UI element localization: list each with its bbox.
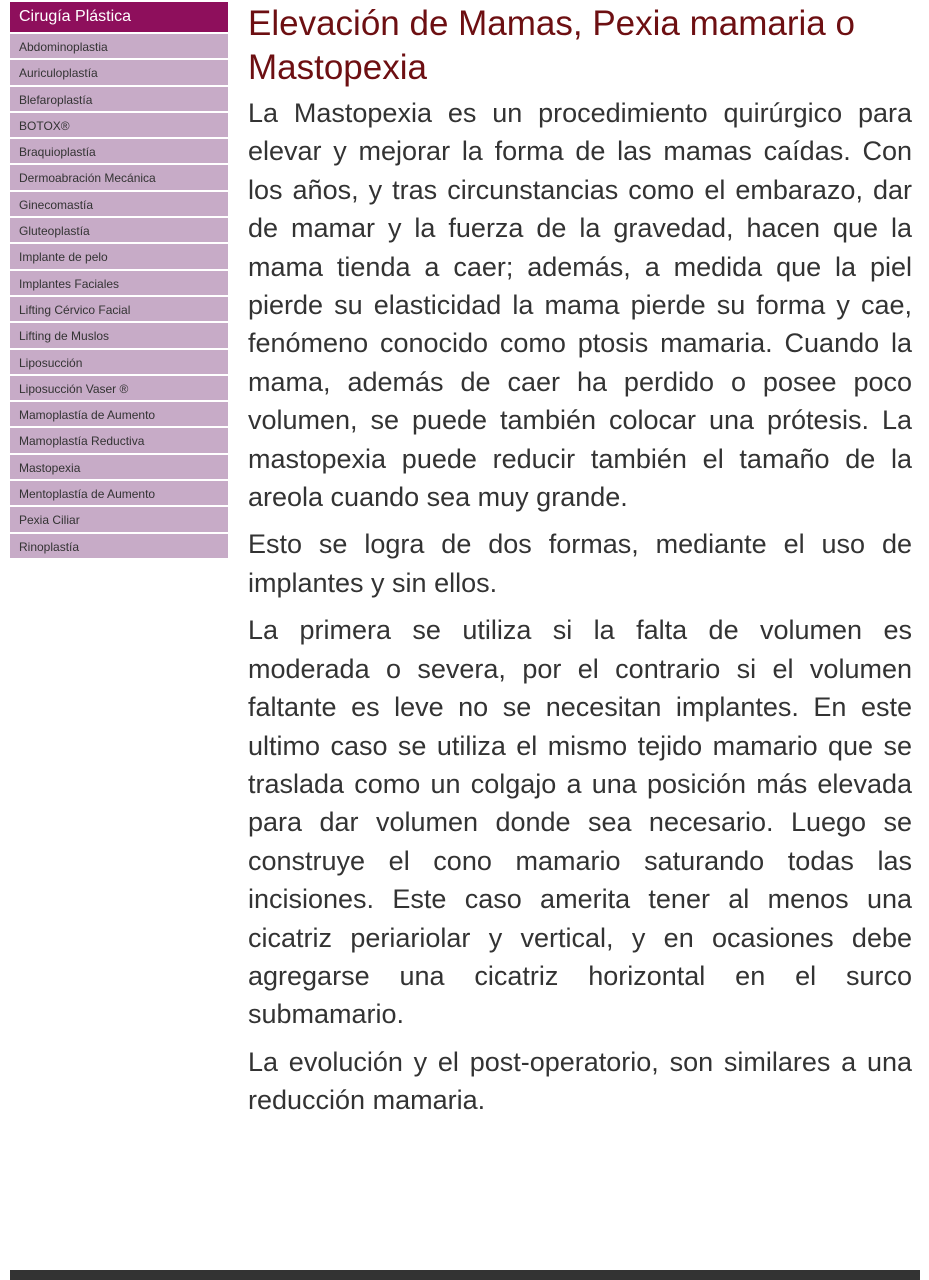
page-title: Elevación de Mamas, Pexia mamaria o Mastopexia (248, 4, 855, 87)
sidebar-item-lifting-de-muslos[interactable]: Lifting de Muslos (10, 321, 228, 347)
sidebar-menu (10, 32, 228, 558)
sidebar-item-lifting-cervico-facial[interactable]: Lifting Cérvico Facial (10, 295, 228, 321)
sidebar-item-rinoplastia[interactable]: Rinoplastía (10, 532, 228, 558)
sidebar-item-pexia-ciliar[interactable]: Pexia Ciliar (10, 505, 228, 531)
sidebar-item-botox[interactable]: BOTOX® (10, 111, 228, 137)
sidebar-item-liposuccion[interactable]: Liposucción (10, 348, 228, 374)
article-content (248, 2, 912, 1129)
sidebar-item-implantes-faciales[interactable]: Implantes Faciales (10, 269, 228, 295)
article-paragraph-3: La primera se utiliza si la falta de volumen es moderada o severa, por el contrario si el volumen faltante es leve no se necesitan implantes. En este ultimo caso se utiliza el mismo tejido mamario que se traslada como un colgajo a una posición más elevada para dar volumen donde sea necesario. Luego se construye el cono mamario saturando todas las incisiones. Este caso amerita tener al menos una cicatriz periariolar y vertical, y en ocasiones debe agregarse una cicatriz horizontal en el surco submamario. (248, 615, 912, 1030)
sidebar-item-implante-de-pelo[interactable]: Implante de pelo (10, 242, 228, 268)
sidebar-item-dermoabracion-mecanica[interactable]: Dermoabración Mecánica (10, 163, 228, 189)
article-paragraph-1: La Mastopexia es un procedimiento quirúrgico para elevar y mejorar la forma de las mamas caídas. Con los años, y tras circunstancias como el embarazo, dar de mamar y la fuerza de la gravedad, hacen que la mama tienda a caer; además, a medida que la piel pierde su elasticidad la mama pierde su forma y cae, fenómeno conocido como ptosis mamaria. Cuando la mama, además de caer ha perdido o posee poco volumen, se puede también colocar una prótesis. La mastopexia puede reducir también el tamaño de la areola cuando sea muy grande. (248, 98, 912, 513)
sidebar-item-mentoplastia-de-aumento[interactable]: Mentoplastía de Aumento (10, 479, 228, 505)
footer-bar (10, 1270, 920, 1280)
sidebar-nav (10, 2, 228, 558)
sidebar-item-mastopexia[interactable]: Mastopexia (10, 453, 228, 479)
sidebar-item-braquioplastia[interactable]: Braquioplastía (10, 137, 228, 163)
sidebar-item-mamoplastia-de-aumento[interactable]: Mamoplastía de Aumento (10, 400, 228, 426)
sidebar-item-auriculoplastia[interactable]: Auriculoplastía (10, 58, 228, 84)
sidebar-title[interactable]: Cirugía Plástica (10, 2, 228, 32)
sidebar-item-liposuccion-vaser[interactable]: Liposucción Vaser ® (10, 374, 228, 400)
sidebar-item-abdominoplastia[interactable]: Abdominoplastia (10, 32, 228, 58)
sidebar-item-blefaroplastia[interactable]: Blefaroplastía (10, 85, 228, 111)
sidebar-item-ginecomastia[interactable]: Ginecomastía (10, 190, 228, 216)
article-paragraph-4: La evolución y el post-operatorio, son similares a una reducción mamaria. (248, 1046, 912, 1116)
sidebar-item-mamoplastia-reductiva[interactable]: Mamoplastía Reductiva (10, 426, 228, 452)
sidebar-item-gluteoplastia[interactable]: Gluteoplastía (10, 216, 228, 242)
article-paragraph-2: Esto se logra de dos formas, mediante el uso de implantes y sin ellos. (248, 529, 912, 598)
